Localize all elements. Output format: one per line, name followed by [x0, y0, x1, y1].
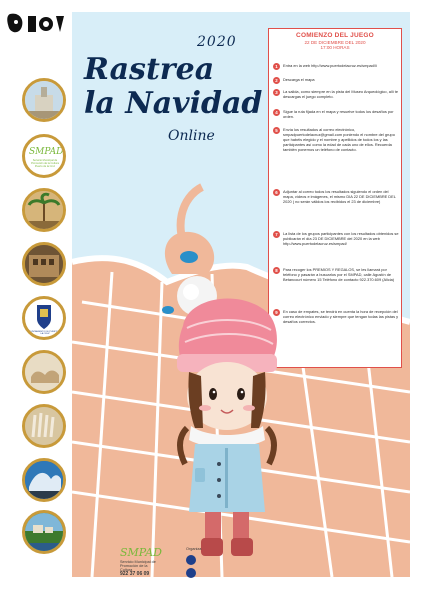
organizer-badge-1 [186, 555, 196, 565]
smpad-circle-label: SMPAD [29, 147, 64, 157]
wave-icon [25, 461, 63, 499]
wave-photo-circle [22, 458, 66, 502]
step-number: 2 [273, 77, 280, 84]
start-time: 17:00 HORAS [320, 45, 350, 50]
bones-icon [25, 407, 63, 445]
historic-building-photo-circle [22, 242, 66, 286]
start-title: COMIENZO DEL JUEGO [296, 32, 374, 39]
step-number: 3 [273, 89, 280, 96]
step-7 [273, 231, 399, 261]
monument-photo-circle [22, 78, 66, 122]
smpad-circle-sub: Servicio Municipal de Promoción de la Cultura Puerto de la Cruz [31, 159, 59, 168]
bones-sculpture-photo-circle [22, 404, 66, 448]
step-text: Para recoger los PREMIOS Y REGALOS, se les llamará por teléfono y pasarán a buscarlos por el SMPAD, calle Agustín de Betancourt número 15 Teléfono de contacto 922.370.609 (Alicia) [283, 267, 395, 282]
step-number: 5 [273, 127, 280, 134]
start-date: 22 DE DICIEMBRE DEL 2020 [304, 40, 366, 45]
step-6 [273, 189, 399, 225]
coast-village-photo-circle [22, 510, 66, 554]
step-4 [273, 109, 399, 121]
step-text: En caso de empates, se tendrá en cuenta la hora de recepción del correo electrónico enviado y siempre que tengan todas las pistas y desafíos correctos. [283, 309, 399, 324]
footer-smpad-sub: Servicio Municipal de Promoción de la Cultura [120, 560, 156, 572]
step-2 [273, 77, 399, 85]
smpad-logo-circle [22, 134, 66, 178]
footer-smpad-logo: SMPAD [120, 546, 162, 559]
title-line-2: la Navidad [84, 86, 263, 121]
beach-sculpture-photo-circle [22, 350, 66, 394]
step-text: La lista de los grupos participantes con los resultados obtenidos se publicarán el día 23 DE DICIEMBRE del 2020 en la web http://www.puertodelacruz.es/smpad/ [283, 231, 399, 246]
organiza-label: Organiza [186, 547, 202, 551]
step-number: 6 [273, 189, 280, 196]
step-number: 4 [273, 109, 280, 116]
step-number: 8 [273, 267, 280, 274]
step-number: 9 [273, 309, 280, 316]
coat-of-arms-label: AYUNTAMIENTO DE PUERTO DE LA CRUZ [28, 331, 62, 335]
step-number: 1 [273, 63, 280, 70]
step-text: Envía los resultados al correo electrónico, smpadpuertodelacruz@gmail.com poniendo el nombre del grupo que habéis elegido y el nombre y apellidos de todos los y las participantes así como la edad de cada uno de ellos. Recuerda también ponernos un teléfono de contacto. [283, 127, 395, 152]
girl-illustration [147, 268, 307, 568]
step-text: Sigue la ruta fijada en el mapa y resuelve todos los desafíos por orden. [283, 109, 394, 119]
monument-icon [25, 81, 63, 119]
historic-building-icon [25, 245, 63, 283]
step-1 [273, 63, 399, 73]
step-text: Descarga el mapa [283, 77, 315, 82]
smpad-cultural-logo [6, 10, 68, 38]
footer-phone: 922 37 06 09 [120, 571, 150, 577]
palm-plaza-icon [25, 191, 63, 229]
online-label: Online [168, 128, 215, 144]
plaza-photo-circle [22, 188, 66, 232]
year-label: 2020 [197, 34, 237, 50]
step-number: 7 [273, 231, 280, 238]
coast-village-icon [25, 513, 63, 551]
organizer-badge-2 [186, 568, 196, 578]
step-text: La salida, como siempre en la pista del Museo Arqueológico, allí te descargas el juego completo. [283, 89, 399, 99]
sculpture-icon [25, 353, 63, 391]
step-text: Entra en la web http://www.puertodelacruz.es/smpad/li [283, 63, 377, 68]
step-3 [273, 89, 399, 105]
coat-of-arms-circle [22, 296, 66, 340]
title-line-1: Rastrea [84, 52, 215, 87]
step-5 [273, 127, 399, 179]
step-text: Adjuntar al correo todos los resultados siguiendo el orden del mapa, vídeos e imágenes, el mismo DIA 22 DE DICIEMBRE DEL 2020 ( no serán válidos los recibidos el 23 de diciembre) [283, 189, 396, 204]
info-header [269, 29, 401, 50]
